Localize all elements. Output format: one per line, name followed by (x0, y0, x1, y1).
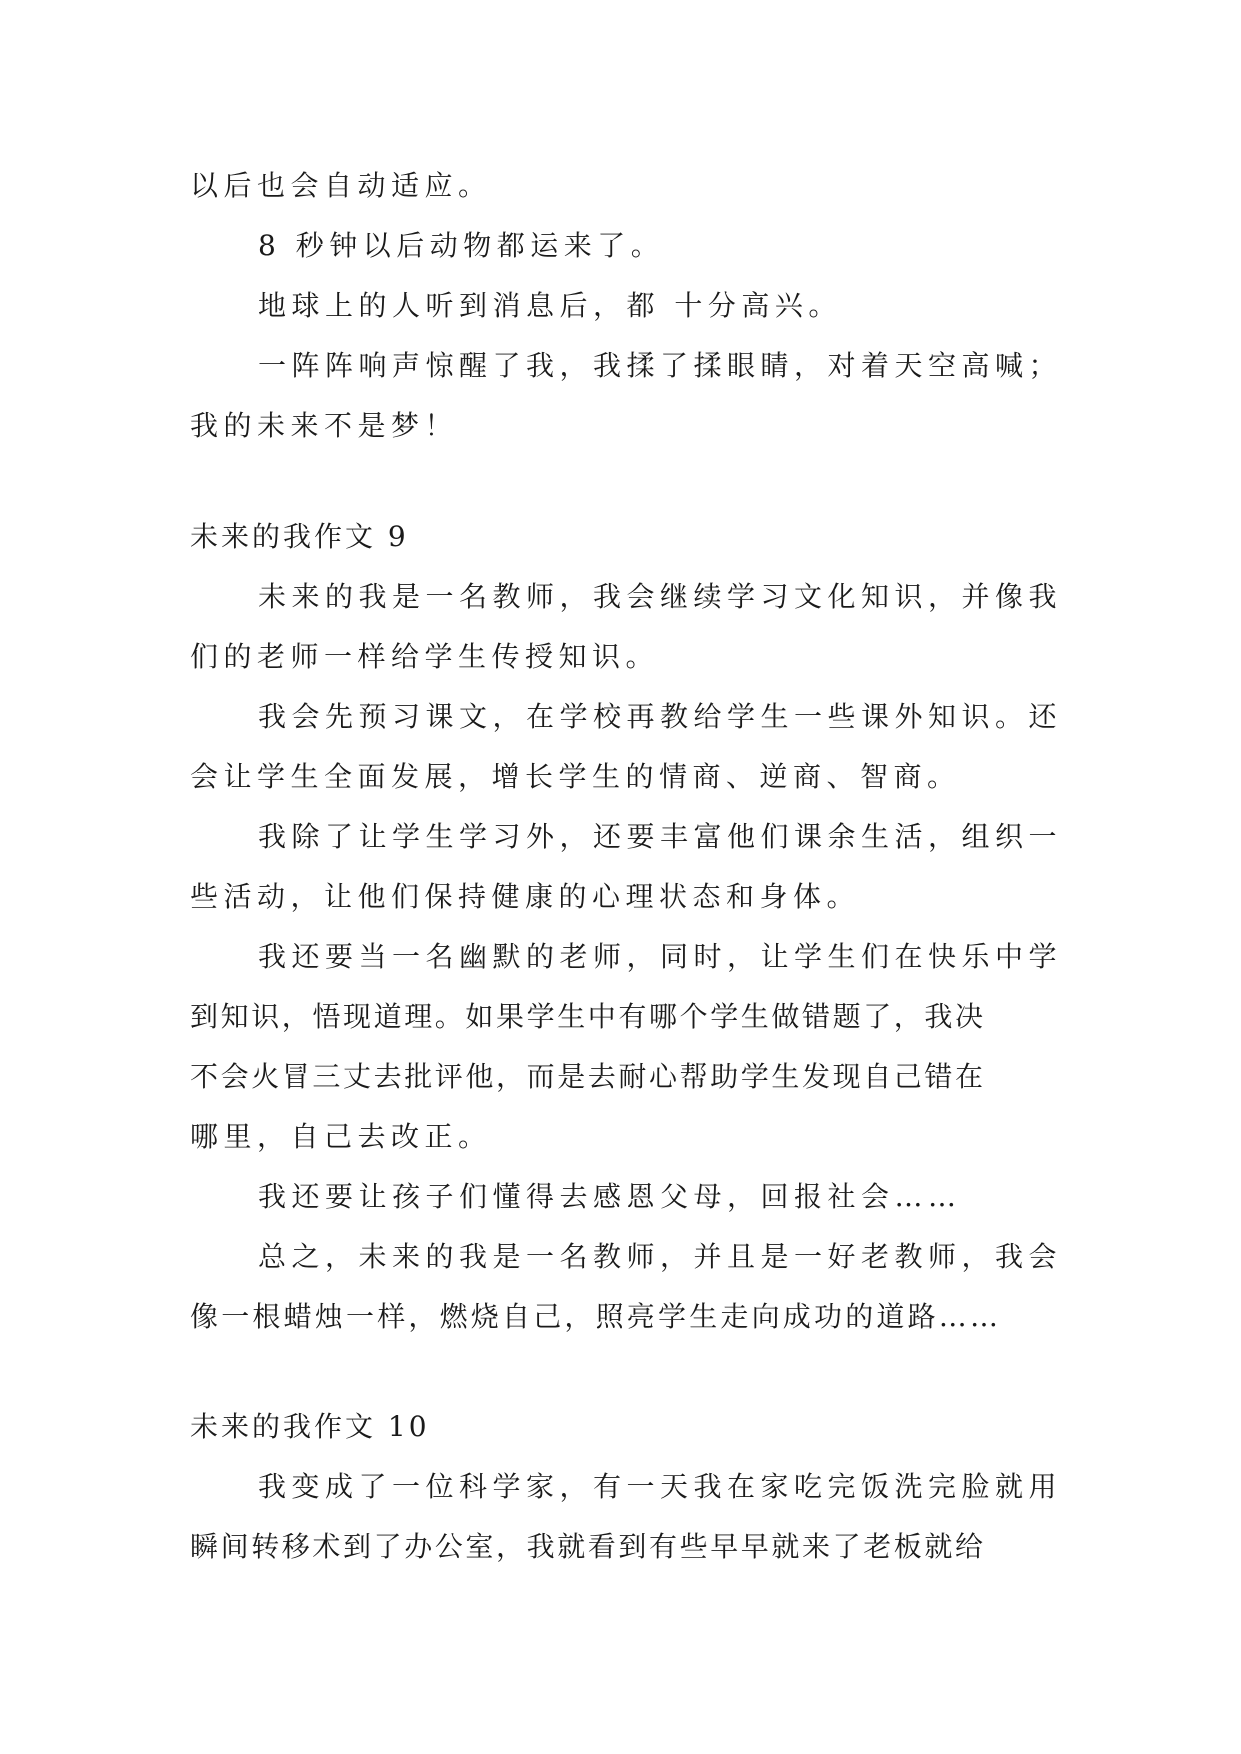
text-line: 未来的我是一名教师，我会继续学习文化知识，并像我 (258, 580, 1063, 613)
text-line: 以后也会自动适应。 (190, 169, 492, 202)
section-heading: 未来的我作文 9 (190, 520, 409, 553)
text-line: 我的未来不是梦！ (190, 409, 459, 442)
text-line: 我变成了一位科学家，有一天我在家吃完饭洗完脸就用 (258, 1470, 1063, 1503)
text-line: 哪里，自己去改正。 (190, 1120, 492, 1153)
text-line: 一阵阵响声惊醒了我，我揉了揉眼睛，对着天空高喊； (258, 349, 1063, 382)
text-line: 会让学生全面发展，增长学生的情商、逆商、智商。 (190, 760, 961, 793)
section-heading: 未来的我作文 10 (190, 1410, 430, 1443)
text-line: 们的老师一样给学生传授知识。 (190, 640, 660, 673)
text-line: 些活动，让他们保持健康的心理状态和身体。 (190, 880, 861, 913)
text-line: 8 秒钟以后动物都运来了。 (258, 229, 665, 262)
text-line: 到知识，悟现道理。如果学生中有哪个学生做错题了，我决 (190, 1000, 986, 1033)
text-line: 瞬间转移术到了办公室，我就看到有些早早就来了老板就给 (190, 1530, 986, 1563)
text-line: 总之，未来的我是一名教师，并且是一好老教师，我会 (258, 1240, 1063, 1273)
text-line: 我还要当一名幽默的老师，同时，让学生们在快乐中学 (258, 940, 1063, 973)
text-line: 我还要让孩子们懂得去感恩父母，回报社会…… (258, 1180, 962, 1213)
text-line: 地球上的人听到消息后，都 十分高兴。 (258, 289, 842, 322)
text-line: 不会火冒三丈去批评他，而是去耐心帮助学生发现自己错在 (190, 1060, 986, 1093)
text-line: 我除了让学生学习外，还要丰富他们课余生活，组织一 (258, 820, 1063, 853)
text-line: 我会先预习课文，在学校再教给学生一些课外知识。还 (258, 700, 1063, 733)
text-line: 像一根蜡烛一样，燃烧自己，照亮学生走向成功的道路…… (190, 1300, 1002, 1333)
